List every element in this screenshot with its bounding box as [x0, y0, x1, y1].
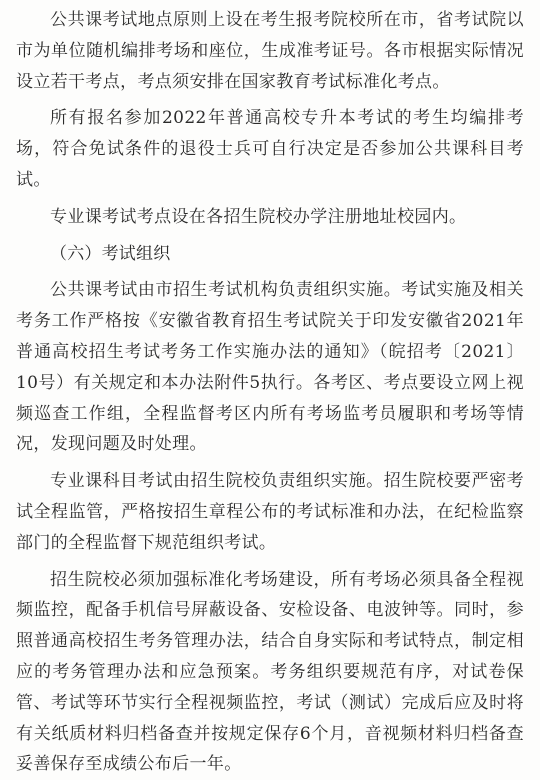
paragraph-specialized-exam-organization: 专业课科目考试由招生院校负责组织实施。招生院校要严密考试全程监管，严格按招生章程公布的考试标准和办法，在纪检监察部门的全程监督下规范组织考试。: [16, 471, 524, 553]
paragraph-exam-location: 公共课考试地点原则上设在考生报考院校所在市，省考试院以市为单位随机编排考场和座位，生成准考证号。各市根据实际情况设立若干考点，考点须安排在国家教育考试标准化考点。: [16, 10, 524, 92]
paragraph-exam-arrangement: 所有报名参加2022年普通高校专升本考试的考生均编排考场，符合免试条件的退役士兵可自行决定是否参加公共课科目考试。: [16, 108, 524, 190]
paragraph-public-exam-organization: 公共课考试由市招生考试机构负责组织实施。考试实施及相关考务工作严格按《安徽省教育招生考试院关于印发安徽省2021年普通高校招生考试考务工作实施办法的通知》（皖招考〔2021〕10号）有关规定和本办法附件5执行。各考区、考点要设立网上视频巡查工作组，全程监督考区内所有考场监考员履职和考场等情况，发现问题及时处理。: [16, 280, 524, 455]
section-heading-exam-organization: （六）考试组织: [50, 243, 171, 264]
paragraph-specialized-location: 专业课考试考点设在各招生院校办学注册地址校园内。: [50, 206, 467, 227]
paragraph-standardized-exam-room: 招生院校必须加强标准化考场建设，所有考场必须具备全程视频监控，配备手机信号屏蔽设备、安检设备、电波钟等。同时，参照普通高校招生考务管理办法，结合自身实际和考试特点，制定相应的考务管理办法和应急预案。考务组织要规范有序，对试卷保管、考试等环节实行全程视频监控，考试（测试）完成后应及时将有关纸质材料归档备查并按规定保存6个月，音视频材料归档备查妥善保存至成绩公布后一年。: [16, 569, 524, 775]
